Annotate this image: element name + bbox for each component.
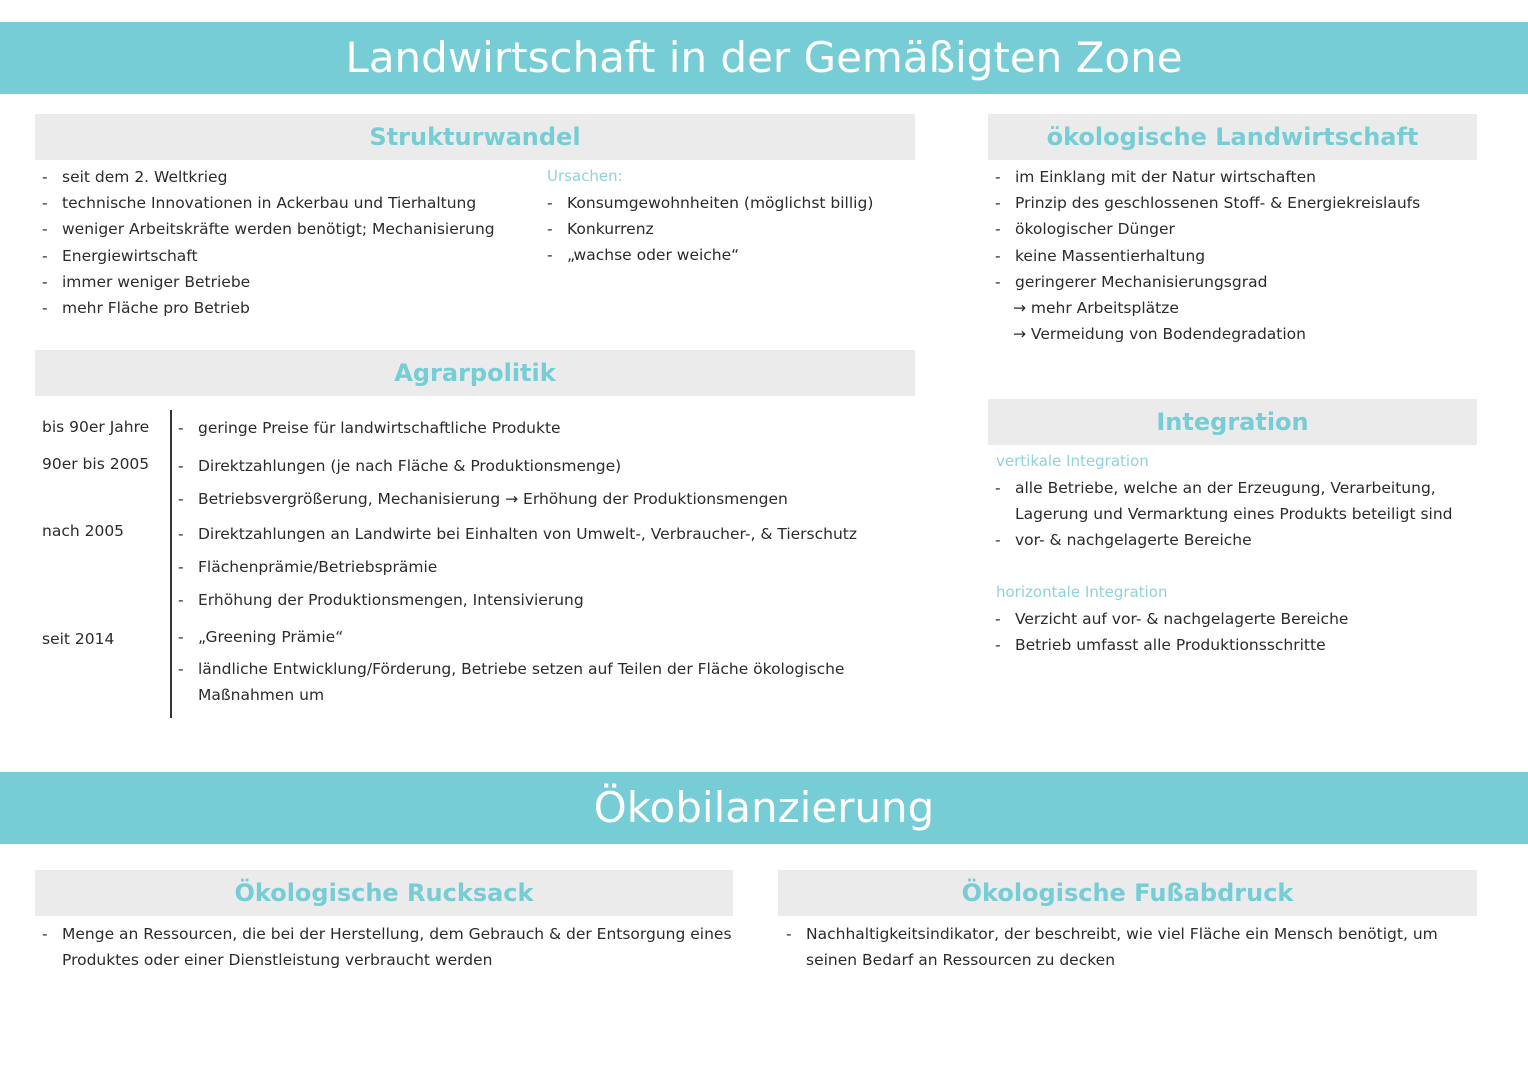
policy-item: - Flächenprämie/Betriebsprämie	[178, 554, 437, 580]
list-item: - seit dem 2. Weltkrieg	[42, 164, 532, 190]
list-item: - technische Innovationen in Ackerbau und Tierhaltung	[42, 190, 532, 216]
list-item: - Betrieb umfasst alle Produktionsschritte	[995, 632, 1475, 658]
agrarpolitik-heading: Agrarpolitik	[35, 350, 915, 396]
list-item: - vor- & nachgelagerte Bereiche	[995, 527, 1475, 553]
rucksack-list	[42, 921, 732, 973]
strukturwandel-heading: Strukturwandel	[35, 114, 915, 160]
list-item: - keine Massentierhaltung	[995, 243, 1475, 269]
list-item	[995, 475, 1475, 527]
oeko-landwirtschaft-list	[995, 164, 1475, 347]
policy-item	[178, 656, 844, 708]
policy-item-line: ländliche Entwicklung/Förderung, Betriebe setzen auf Teilen der Fläche ökologische	[198, 660, 845, 678]
list-item-line: Lagerung und Vermarktung eines Produkts beteiligt sind	[1015, 505, 1453, 523]
policy-item: - Erhöhung der Produktionsmengen, Intensivierung	[178, 587, 584, 613]
oeko-landwirtschaft-heading: ökologische Landwirtschaft	[988, 114, 1477, 160]
list-item: - immer weniger Betriebe	[42, 269, 532, 295]
list-item-consequence: → Vermeidung von Bodendegradation	[1013, 325, 1306, 344]
ursachen-list	[547, 190, 907, 269]
strukturwandel-list	[42, 164, 532, 321]
ursachen-label: Ursachen:	[547, 167, 623, 185]
list-item: - Konsumgewohnheiten (möglichst billig)	[547, 190, 907, 216]
rucksack-heading: Ökologische Rucksack	[35, 870, 733, 916]
list-item: - Verzicht auf vor- & nachgelagerte Bereiche	[995, 606, 1475, 632]
horizontal-list	[995, 606, 1475, 658]
list-item: - ökologischer Dünger	[995, 216, 1475, 242]
list-item-line: alle Betriebe, welche an der Erzeugung, Verarbeitung,	[1015, 479, 1436, 497]
policy-item: - Betriebsvergrößerung, Mechanisierung → Erhöhung der Produktionsmengen	[178, 486, 788, 512]
list-item: - Konkurrenz	[547, 216, 907, 242]
oekobilanzierung-title: Ökobilanzierung	[0, 772, 1528, 844]
list-item: - Energiewirtschaft	[42, 243, 532, 269]
list-item: - Menge an Ressourcen, die bei der Herstellung, dem Gebrauch & der Entsorgung eines Produktes oder einer Dienstleistung verbraucht werden	[42, 921, 732, 973]
period-label: bis 90er Jahre	[42, 418, 150, 436]
vertikal-list	[995, 475, 1475, 553]
period-label: nach 2005	[42, 522, 125, 540]
vertikal-label: vertikale Integration	[996, 452, 1149, 470]
policy-item: - Direktzahlungen an Landwirte bei Einhalten von Umwelt-, Verbraucher-, & Tierschutz	[178, 521, 857, 547]
list-item: - im Einklang mit der Natur wirtschaften	[995, 164, 1475, 190]
policy-item-line: Maßnahmen um	[198, 686, 325, 704]
list-item: - mehr Fläche pro Betrieb	[42, 295, 532, 321]
list-item: - geringerer Mechanisierungsgrad	[995, 269, 1475, 295]
timeline-divider	[170, 410, 172, 718]
period-label: 90er bis 2005	[42, 455, 150, 473]
list-item-consequence: → mehr Arbeitsplätze	[1013, 298, 1179, 317]
integration-heading: Integration	[988, 399, 1477, 445]
page-title: Landwirtschaft in der Gemäßigten Zone	[0, 22, 1528, 94]
list-item: - Prinzip des geschlossenen Stoff- & Energiekreislaufs	[995, 190, 1475, 216]
horizontal-label: horizontale Integration	[996, 583, 1168, 601]
policy-item: - geringe Preise für landwirtschaftliche Produkte	[178, 415, 561, 441]
policy-item: - „Greening Prämie“	[178, 624, 343, 650]
fussabdruck-heading: Ökologische Fußabdruck	[778, 870, 1477, 916]
list-item: - Nachhaltigkeitsindikator, der beschreibt, wie viel Fläche ein Mensch benötigt, um seinen Bedarf an Ressourcen zu decken	[786, 921, 1476, 973]
list-item: - weniger Arbeitskräfte werden benötigt; Mechanisierung	[42, 216, 532, 242]
period-label: seit 2014	[42, 630, 115, 648]
list-item: - „wachse oder weiche“	[547, 242, 907, 268]
fussabdruck-list	[786, 921, 1476, 973]
policy-item: - Direktzahlungen (je nach Fläche & Produktionsmenge)	[178, 453, 621, 479]
